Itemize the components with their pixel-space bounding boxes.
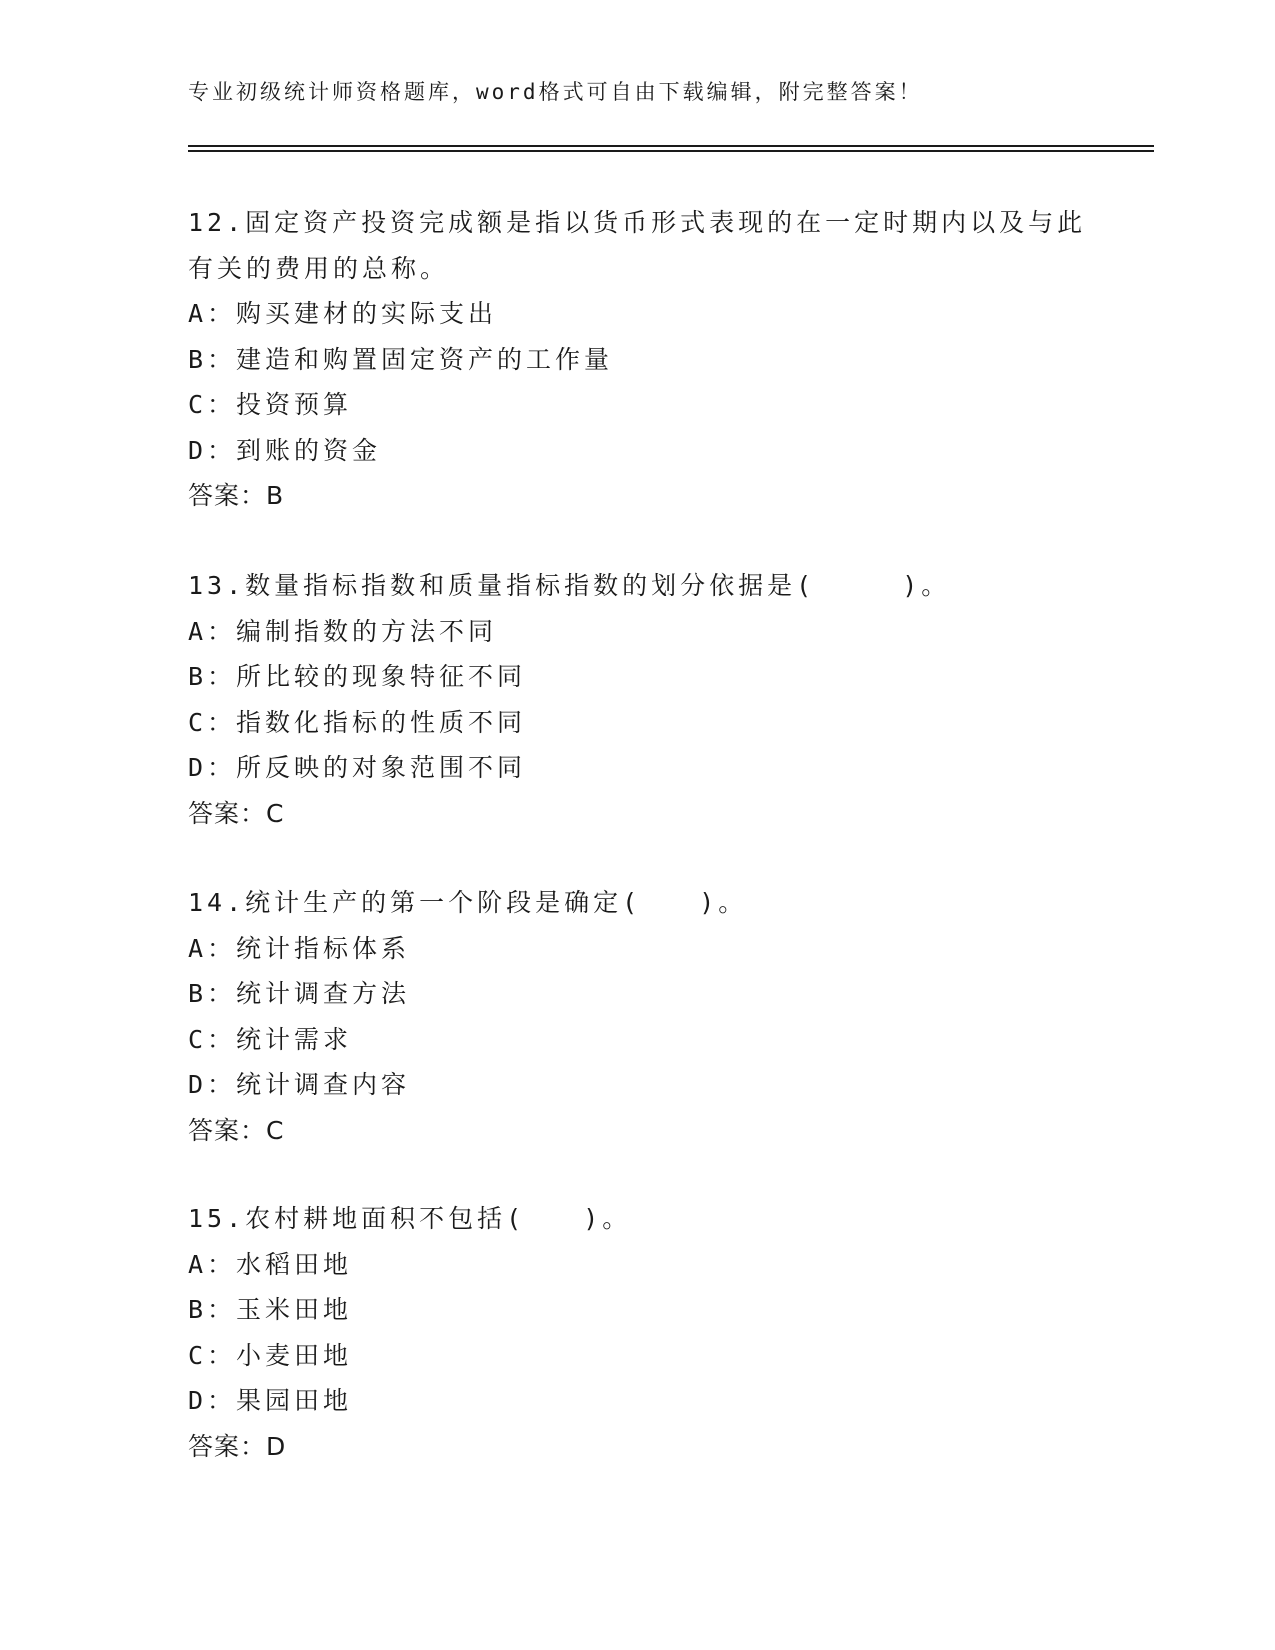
- option-b: B：建造和购置固定资产的工作量: [188, 344, 614, 374]
- answer: 答案：C: [188, 1115, 285, 1145]
- question-stem: 15.农村耕地面积不包括( )。: [188, 1204, 632, 1233]
- header-rule: [188, 145, 1154, 147]
- question-12: [188, 200, 1088, 519]
- header-rule-second: [188, 150, 1154, 152]
- option-d: D：所反映的对象范围不同: [188, 753, 527, 782]
- question-stem: 13.数量指标指数和质量指标指数的划分依据是( )。: [188, 571, 951, 600]
- question-14: [188, 880, 1088, 1153]
- question-stem-continued: 有关的费用的总称。: [188, 253, 450, 283]
- option-b: B：所比较的现象特征不同: [188, 662, 527, 691]
- option-c: C：统计需求: [188, 1024, 353, 1054]
- option-b: B：玉米田地: [188, 1295, 353, 1324]
- option-c: C：投资预算: [188, 390, 353, 419]
- option-c: C：小麦田地: [188, 1340, 353, 1370]
- option-a: A：编制指数的方法不同: [188, 616, 498, 646]
- option-c: C：指数化指标的性质不同: [188, 707, 527, 737]
- answer: 答案：D: [188, 1431, 287, 1461]
- answer: 答案：C: [188, 798, 285, 828]
- question-13: [188, 563, 1088, 836]
- option-b: B：统计调查方法: [188, 979, 411, 1008]
- option-d: D：到账的资金: [188, 435, 382, 465]
- page-header: 专业初级统计师资格题库，word格式可自由下载编辑，附完整答案！: [188, 80, 923, 104]
- option-a: A：统计指标体系: [188, 933, 411, 963]
- option-a: A：购买建材的实际支出: [188, 299, 498, 328]
- option-d: D：果园田地: [188, 1386, 353, 1415]
- option-a: A：水稻田地: [188, 1249, 353, 1279]
- question-stem: 12.固定资产投资完成额是指以货币形式表现的在一定时期内以及与此: [188, 208, 1087, 237]
- question-stem: 14.统计生产的第一个阶段是确定( )。: [188, 888, 748, 917]
- question-15: [188, 1196, 1088, 1469]
- answer: 答案：B: [188, 481, 285, 510]
- option-d: D：统计调查内容: [188, 1070, 411, 1099]
